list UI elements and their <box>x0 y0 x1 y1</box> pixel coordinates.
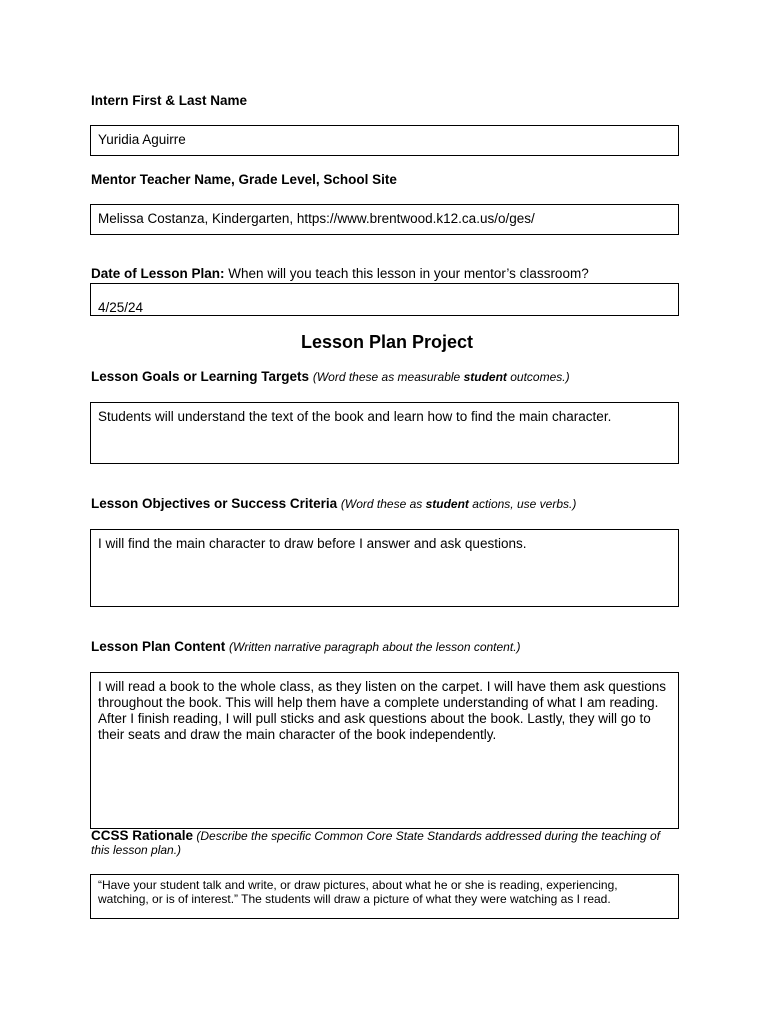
content-label <box>91 639 521 655</box>
objectives-hint-after: actions, use verbs.) <box>468 497 577 511</box>
lesson-date-label <box>91 266 589 282</box>
intern-name-label: Intern First & Last Name <box>91 93 248 108</box>
lesson-date-field[interactable]: 4/25/24 <box>90 283 679 316</box>
objectives-hint <box>341 497 576 511</box>
lesson-date-label-lead: Date of Lesson Plan: <box>91 266 225 281</box>
page-title: Lesson Plan Project <box>300 332 474 352</box>
goals-hint-bold: student <box>463 370 507 384</box>
content-label-lead: Lesson Plan Content <box>91 639 226 654</box>
ccss-field[interactable]: “Have your student talk and write, or draw pictures, about what he or she is reading, experiencing, watching, or is of interest.” The students will draw a picture of what they were watching as I read. <box>90 874 679 919</box>
ccss-hint: (Describe the specific Common Core State Standards addressed during the teaching of this lesson plan.) <box>91 829 660 857</box>
goals-label <box>91 369 570 385</box>
content-field[interactable]: I will read a book to the whole class, as they listen on the carpet. I will have them ask questions throughout the book. This will help them have a complete understanding of what I am reading. After I finish reading, I will pull sticks and ask questions about the book. Lastly, they will go to their seats and draw the main character of the book independently. <box>90 672 679 829</box>
goals-field[interactable]: Students will understand the text of the book and learn how to find the main character. <box>90 402 679 464</box>
objectives-label <box>91 496 576 512</box>
ccss-label <box>91 829 681 857</box>
lesson-date-question: When will you teach this lesson in your mentor’s classroom? <box>228 266 589 281</box>
intern-name-field[interactable]: Yuridia Aguirre <box>90 125 679 156</box>
mentor-info-field[interactable]: Melissa Costanza, Kindergarten, https://www.brentwood.k12.ca.us/o/ges/ <box>90 204 679 235</box>
objectives-field[interactable]: I will find the main character to draw before I answer and ask questions. <box>90 529 679 607</box>
objectives-label-lead: Lesson Objectives or Success Criteria <box>91 496 338 511</box>
mentor-info-label: Mentor Teacher Name, Grade Level, School Site <box>91 172 397 187</box>
goals-hint-after: outcomes.) <box>506 370 570 384</box>
goals-hint-before: (Word these as measurable <box>312 370 464 384</box>
content-hint: (Written narrative paragraph about the lesson content.) <box>229 640 521 654</box>
objectives-hint-before: (Word these as <box>340 497 426 511</box>
ccss-label-lead: CCSS Rationale <box>91 828 194 843</box>
goals-hint <box>313 370 570 384</box>
objectives-hint-bold: student <box>425 497 469 511</box>
goals-label-lead: Lesson Goals or Learning Targets <box>91 369 310 384</box>
